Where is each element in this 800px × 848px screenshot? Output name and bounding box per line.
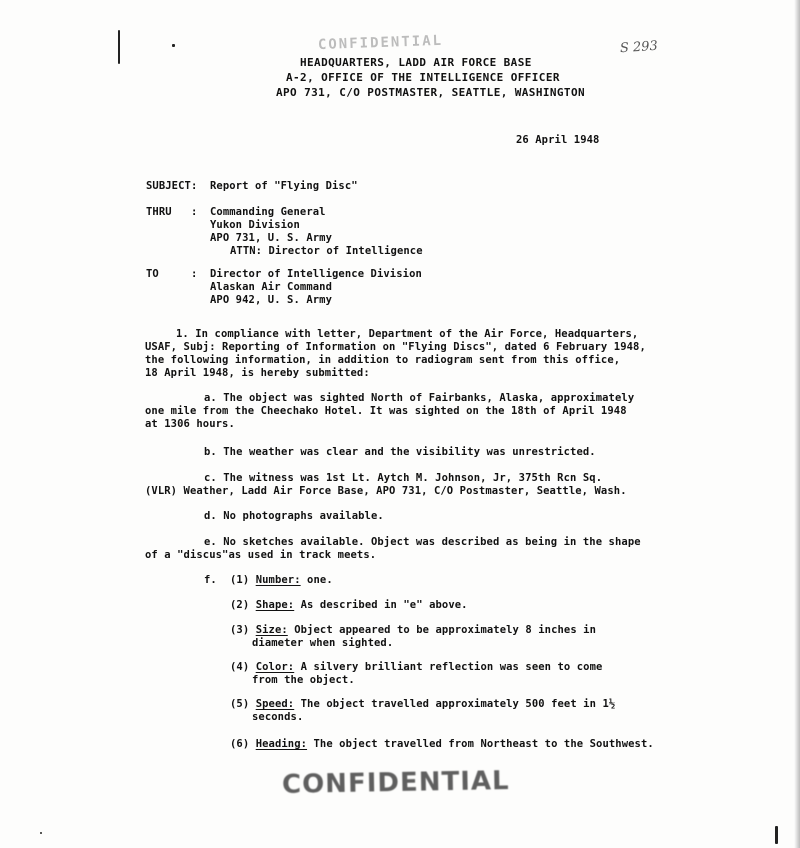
handwritten-note: S 293 (619, 38, 659, 57)
para1-line: 18 April 1948, is hereby submitted: (145, 367, 370, 379)
item-number: (2) (230, 599, 250, 611)
to-label: TO (146, 268, 159, 280)
top-confidential-stamp: CONFIDENTIAL (317, 32, 444, 54)
header-line-2: A-2, OFFICE OF THE INTELLIGENCE OFFICER (286, 71, 560, 84)
para-c-line: c. The witness was 1st Lt. Aytch M. Johnson, Jr, 375th Rcn Sq. (204, 472, 603, 484)
subject-value: Report of "Flying Disc" (210, 180, 358, 192)
item-label: Heading: (255, 738, 308, 750)
para-a-line: one mile from the Cheechako Hotel. It was sighted on the 18th of April 1948 (145, 405, 627, 417)
para-a-line: a. The object was sighted North of Fairbanks, Alaska, approximately (204, 392, 635, 404)
thru-line: Yukon Division (210, 219, 300, 231)
scan-speck (172, 44, 175, 47)
para-b: b. The weather was clear and the visibility was unrestricted. (204, 446, 596, 458)
item-number: (4) (230, 661, 250, 673)
scan-speck (40, 832, 42, 834)
bottom-confidential-stamp: CONFIDENTIAL (281, 766, 510, 800)
thru-line: Commanding General (210, 206, 326, 218)
para-c-line: (VLR) Weather, Ladd Air Force Base, APO 731, C/O Postmaster, Seattle, Wash. (145, 485, 627, 497)
thru-line: APO 731, U. S. Army (210, 232, 333, 244)
item-text: Object appeared to be approximately 8 inches in (287, 624, 597, 636)
para-a-line: at 1306 hours. (145, 418, 235, 430)
para-f-prefix: f. (204, 574, 217, 586)
item-label: Size: (255, 624, 288, 636)
item-number: (3) (230, 624, 250, 636)
scan-mark (118, 30, 120, 64)
item-label: Speed: (255, 698, 295, 710)
to-line: Alaskan Air Command (210, 281, 333, 293)
item-text: The object travelled from Northeast to the Southwest. (307, 738, 654, 750)
para-e-line: e. No sketches available. Object was described as being in the shape (204, 536, 641, 548)
scan-mark (775, 826, 778, 844)
to-colon: : (191, 268, 198, 280)
item-label: Color: (255, 661, 295, 673)
para-f-item-5 (230, 698, 615, 710)
item-number: (6) (230, 738, 250, 750)
scan-edge (794, 0, 800, 848)
item-text: As described in "e" above. (294, 599, 468, 611)
item-text-continued: seconds. (252, 711, 304, 723)
to-line: Director of Intelligence Division (210, 268, 422, 280)
header-line-3: APO 731, C/O POSTMASTER, SEATTLE, WASHINGTON (276, 86, 585, 99)
thru-label: THRU (146, 206, 172, 218)
item-label: Number: (255, 574, 301, 586)
thru-attn: ATTN: Director of Intelligence (230, 245, 423, 257)
para-f-item-1 (230, 574, 333, 586)
para1-line: USAF, Subj: Reporting of Information on "Flying Discs", dated 6 February 1948, (145, 341, 646, 353)
subject-label: SUBJECT: (146, 180, 198, 192)
item-text: A silvery brilliant reflection was seen to come (294, 661, 603, 673)
thru-colon: : (191, 206, 198, 218)
item-number: (1) (230, 574, 250, 586)
para1-line: 1. In compliance with letter, Department of the Air Force, Headquarters, (176, 328, 639, 340)
para-f-item-6 (230, 738, 654, 750)
para-e-line: of a "discus"as used in track meets. (145, 549, 377, 561)
item-text: The object travelled approximately 500 feet in 1½ (294, 698, 616, 710)
to-line: APO 942, U. S. Army (210, 294, 333, 306)
para-f-item-3 (230, 624, 596, 636)
document-date: 26 April 1948 (516, 134, 600, 146)
para1-line: the following information, in addition to radiogram sent from this office, (145, 354, 621, 366)
para-f-item-2 (230, 599, 468, 611)
item-text: one. (300, 574, 333, 586)
para-f-item-4 (230, 661, 602, 673)
header-line-1: HEADQUARTERS, LADD AIR FORCE BASE (300, 56, 532, 69)
para-d: d. No photographs available. (204, 510, 384, 522)
item-text-continued: from the object. (252, 674, 355, 686)
item-text-continued: diameter when sighted. (252, 637, 394, 649)
item-label: Shape: (255, 599, 295, 611)
item-number: (5) (230, 698, 250, 710)
